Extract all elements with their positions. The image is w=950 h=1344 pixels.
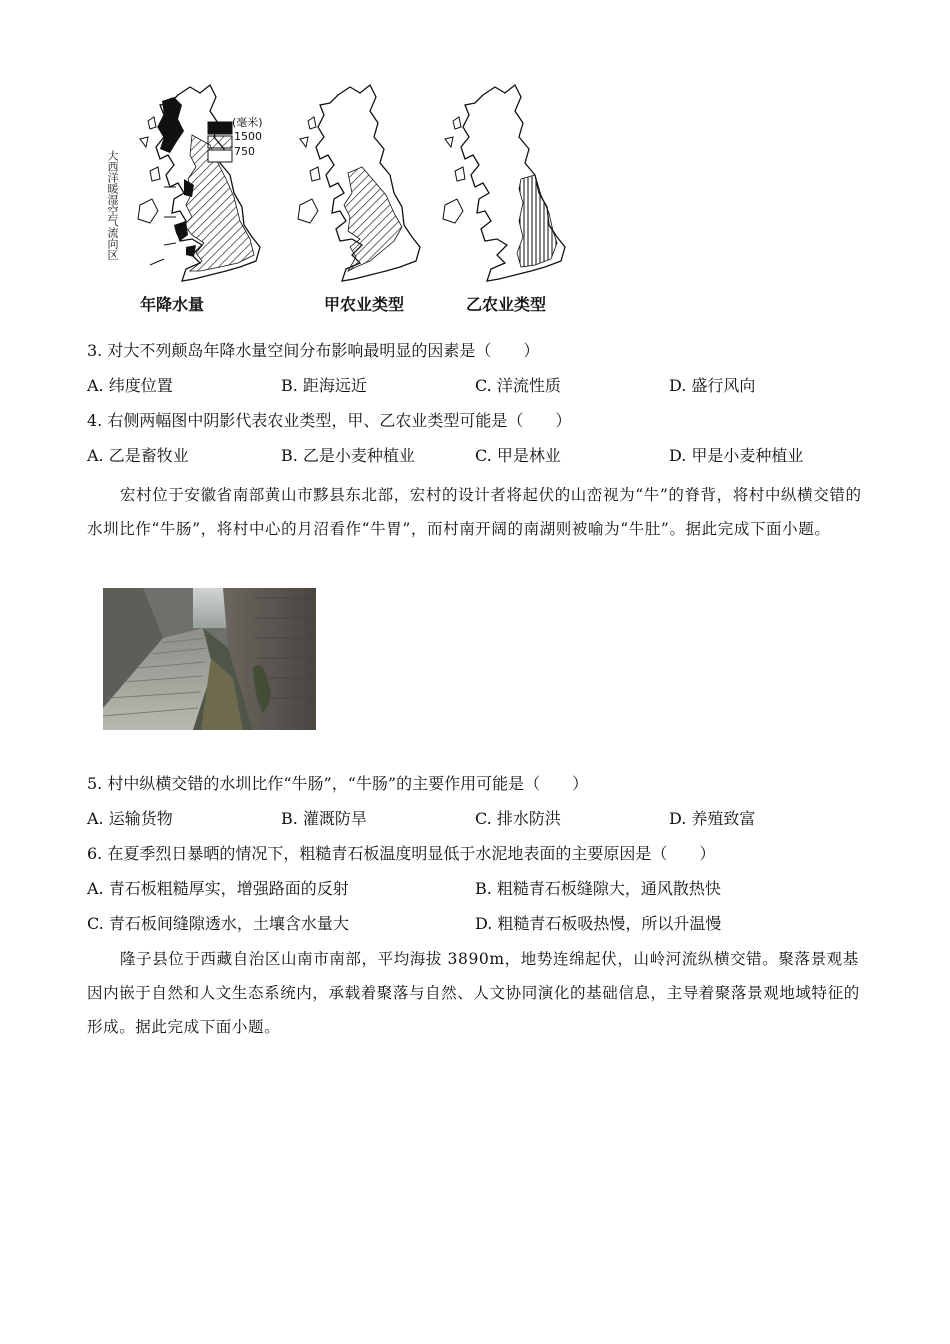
legend-unit: (毫米) <box>232 116 263 129</box>
farming-map-a <box>298 85 420 281</box>
question-6-option-c: C. 青石板间缝隙透水，土壤含水量大 <box>87 914 349 933</box>
legend-low-value: 750 <box>234 145 255 158</box>
water-channel-photo <box>103 588 316 730</box>
airflow-side-label: 大西洋暖湿空气流向区 <box>106 150 119 260</box>
question-6-option-a: A. 青石板粗糙厚实，增强路面的反射 <box>87 879 349 898</box>
question-6-option-d: D. 粗糙青石板吸热慢，所以升温慢 <box>475 914 722 933</box>
question-5-option-c: C. 排水防洪 <box>475 809 561 828</box>
question-3-option-b: B. 距海远近 <box>281 376 367 395</box>
farming-map-b <box>443 85 565 281</box>
map-label-farming-a: 甲农业类型 <box>324 295 405 314</box>
map-label-precipitation: 年降水量 <box>140 295 205 314</box>
map-label-farming-b: 乙农业类型 <box>466 295 547 314</box>
question-4-option-c: C. 甲是林业 <box>475 446 561 465</box>
question-5-option-a: A. 运输货物 <box>87 809 173 828</box>
question-6-stem: 6. 在夏季烈日暴晒的情况下，粗糙青石板温度明显低于水泥地表面的主要原因是（ ） <box>87 844 716 863</box>
britain-maps-svg <box>100 70 570 320</box>
map-figure <box>100 70 570 320</box>
legend-high-value: 1500 <box>234 130 262 143</box>
passage-hongcun: 宏村位于安徽省南部黄山市黟县东北部，宏村的设计者将起伏的山峦视为“牛”的脊背，将村中纵横交错的水圳比作“牛肠”，将村中心的月沼看作“牛胃”，而村南开阔的南湖则被喻为“牛肚”。据此完成下面小题。 <box>87 486 862 538</box>
question-4-stem: 4. 右侧两幅图中阴影代表农业类型，甲、乙农业类型可能是（ ） <box>87 411 572 430</box>
question-3-option-d: D. 盛行风向 <box>669 376 756 395</box>
question-5-option-b: B. 灌溉防旱 <box>281 809 367 828</box>
passage-longzi: 隆子县位于西藏自治区山南市南部，平均海拔 3890m，地势连绵起伏，山岭河流纵横交错。聚落景观基因内嵌于自然和人文生态系统内，承载着聚落与自然、人文协同演化的基础信息，主导着聚落景观地域特征的形成。据此完成下面小题。 <box>87 950 860 1036</box>
question-5-stem: 5. 村中纵横交错的水圳比作“牛肠”，“牛肠”的主要作用可能是（ ） <box>87 774 589 793</box>
question-5-option-d: D. 养殖致富 <box>669 809 756 828</box>
question-6-option-b: B. 粗糙青石板缝隙大，通风散热快 <box>475 879 721 898</box>
question-3-option-c: C. 洋流性质 <box>475 376 561 395</box>
question-4-option-a: A. 乙是畜牧业 <box>87 446 189 465</box>
question-4-option-b: B. 乙是小麦种植业 <box>281 446 415 465</box>
question-3-option-a: A. 纬度位置 <box>87 376 173 395</box>
precipitation-legend <box>208 122 232 162</box>
question-4-option-d: D. 甲是小麦种植业 <box>669 446 804 465</box>
question-3-stem: 3. 对大不列颠岛年降水量空间分布影响最明显的因素是（ ） <box>87 341 540 360</box>
